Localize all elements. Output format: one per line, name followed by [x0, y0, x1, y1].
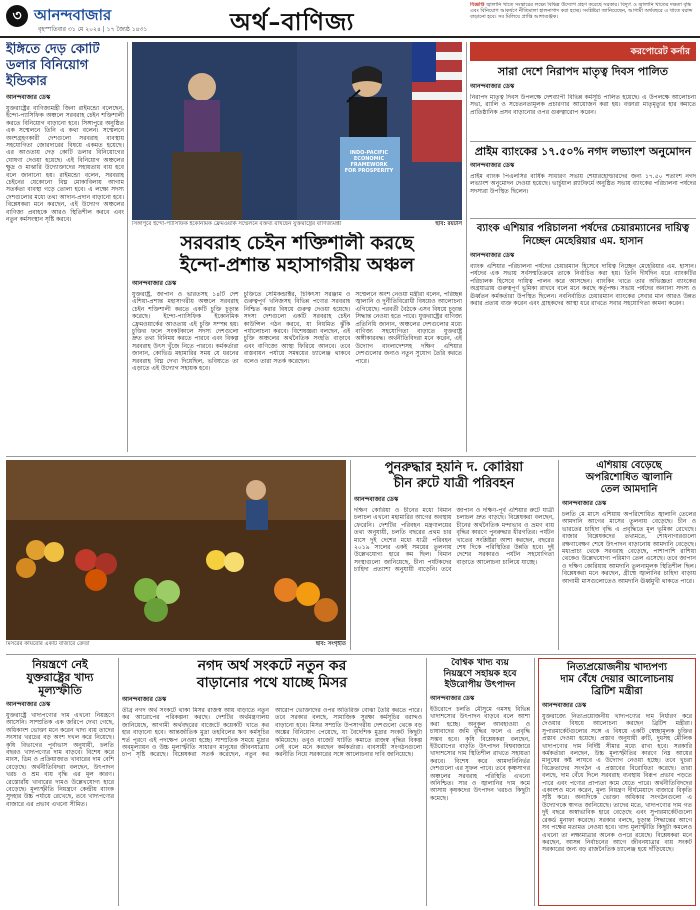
- corp-item3-headline: ব্যাংক এশিয়ার পরিচালনা পর্ষদের চেয়ারম্যানের দায়িত্ব নিচ্ছেন মেহেরিয়ার এম. হাসান: [476, 223, 690, 247]
- market-photo-credit: ছবি: সংগৃহীত: [315, 641, 346, 647]
- corp-item3-byline: আনন্দবাজার ডেস্ক: [470, 252, 515, 259]
- corp-item3-body: ব্যাংক এশিয়ার পরিচালনা পর্ষদের চেয়ারম্যান হিসেবে দায়িত্ব নিচ্ছেন মেহেরিয়ার এম. হাসান। পর্ষদের এক সভায় সর্বসম্মতিক্রমে তাকে নির্বাচিত করা হয়। তিনি দীর্ঘদিন ধরে ব্যাংকটির পরিচালক হিসেবে দায়িত্ব পালন করে আসছেন। ব্যাংকিং খাতে তার অভিজ্ঞতা ব্যাংকের অগ্রযাত্রায় গুরুত্বপূর্ণ ভূমিকা রাখবে বলে মনে করছে কর্তৃপক্ষ। সভায় পর্ষদের অন্যান্য সদস্য ও ঊর্ধ্বতন কর্মকর্তারা উপস্থিত ছিলেন। নবনির্বাচিত চেয়ারম্যান ব্যাংকের সেবার মান আরও উন্নত করার প্রত্যয় ব্যক্ত করেন এবং গ্রাহকদের আস্থা ধরে রাখতে সবার সহযোগিতা কামনা করেন।: [470, 263, 696, 308]
- headline-line2: দাম বেঁধে দেয়ার আলোচনায়: [560, 674, 674, 685]
- article-body: যুক্তরাষ্ট্রের বাণিজ্যমন্ত্রী জিনা রাইমন্ডো বলেছেন, ইন্দো-প্যাসিফিক অঞ্চলে সরবরাহ চেইন শক্তিশালী করতে বিনিয়োগ বাড়ানো হবে। সিঙ্গাপুরে অনুষ্ঠিত এক সম্মেলনে তিনি এ কথা বলেন। সম্মেলনে অংশগ্রহণকারী দেশগুলো সরবরাহ ব্যবস্থায় সহযোগিতা জোরদারের বিষয়ে একমত হয়েছে। এর আওতায় দেড় কোটি ডলার বিনিয়োগের ঘোষণা দেওয়া হয়েছে। এই বিনিয়োগ অঞ্চলের ক্ষুদ্র ও মাঝারি উদ্যোক্তাদের সহায়তায় ব্যয় হবে বলে জানানো হয়। রাইমন্ডো বলেন, সরবরাহ চেইনের যেকোনো বিঘ্ন মোকাবিলায় আগাম সতর্কতা ব্যবস্থা গড়ে তোলা হবে। এ লক্ষ্যে সদস্য দেশগুলোর মধ্যে তথ্য আদান-প্রদান বাড়ানো হবে। বিশ্লেষকরা মনে করছেন, এই উদ্যোগ অঞ্চলের বাণিজ্য প্রবাহকে আরও স্থিতিশীল করবে এবং নতুন কর্মসংস্থান সৃষ্টি করবে।: [6, 105, 124, 224]
- byline: আনন্দবাজার ডেস্ক: [122, 696, 167, 703]
- article-us-invest: [6, 42, 124, 452]
- headline-line1: নিয়ন্ত্রণে নেই: [32, 658, 88, 671]
- page-header: [0, 0, 700, 38]
- article-body: যুক্তরাজ্যে নিত্যপ্রয়োজনীয় খাদ্যপণ্যের দাম নির্ধারণ করে দেওয়ার বিষয়ে আলোচনা করছেন ব্রিটিশ মন্ত্রীরা। সুপারমার্কেটগুলোর সঙ্গে এ বিষয়ে একটি স্বেচ্ছামূলক চুক্তির প্রস্তাব দেওয়া হয়েছে। প্রস্তাব অনুযায়ী রুটি, দুধসহ মৌলিক খাদ্যপণ্যের দাম নির্দিষ্ট সীমার মধ্যে রাখা হবে। সরকারি কর্মকর্তারা বলছেন, উচ্চ মূল্যস্ফীতির কারণে নিম্ন আয়ের মানুষের কষ্ট লাঘবে এ উদ্যোগ নেওয়া হচ্ছে। তবে খুচরা বিক্রেতাদের সংগঠন এ প্রস্তাবের বিরোধিতা করেছে। তারা বলছে, দাম বেঁধে দিলে সরবরাহ ব্যবস্থায় বিরূপ প্রভাব পড়তে পারে এবং পণ্যের প্রাপ্যতা কমে যেতে পারে। অর্থনীতিবিদদের একাংশও মনে করেন, মূল্য নিয়ন্ত্রণ দীর্ঘমেয়াদে বাজারে বিকৃতি সৃষ্টি করে। অন্যদিকে ভোক্তা অধিকার সংগঠনগুলো এ উদ্যোগকে স্বাগত জানিয়েছে। তাদের মতে, খাদ্যপণ্যের দাম গত দুই বছরে অস্বাভাবিক হারে বেড়েছে এবং সুপারমার্কেটগুলো রেকর্ড মুনাফা করেছে। সরকার বলছে, চূড়ান্ত সিদ্ধান্তের আগে সব পক্ষের মতামত নেওয়া হবে। খাদ্য মূল্যস্ফীতি কিছুটা কমলেও এখনো তা লক্ষ্যমাত্রার অনেক ওপরে রয়েছে। বিশ্লেষকরা মনে করছেন, আসন্ন নির্বাচনের আগে জীবনযাত্রার ব্যয় সংকট সরকারের জন্য বড় রাজনৈতিক চ্যালেঞ্জ হয়ে দাঁড়িয়েছে।: [542, 713, 692, 854]
- headline-line2: নিয়ন্ত্রণে সহায়ক হবে: [443, 669, 517, 679]
- byline: আনন্দবাজার ডেস্ক: [132, 280, 177, 287]
- market-photo-caption: মিসরের কায়রোর একটি বাজারে ক্রেতা: [6, 641, 90, 647]
- headline: ইঙ্গিতে দেড় কোটি ডলার বিনিয়োগ ইন্ডিকার: [6, 42, 100, 89]
- headline-line3: ইউরোপীয় উৎপাদন: [444, 680, 516, 690]
- headline-line1: সরবরাহ চেইন শক্তিশালী করছে: [180, 232, 414, 254]
- article-korea: [354, 460, 554, 650]
- byline: আনন্দবাজার ডেস্ক: [562, 500, 607, 507]
- corp-item2-headline: প্রাইম ব্যাংকের ১৭.৫০% নগদ লভ্যাংশ অনুমোদন: [474, 145, 692, 158]
- headline-line3: ব্রিটিশ মন্ত্রীরা: [591, 686, 643, 697]
- article-body: চলতি মে মাসে এশিয়ায় অপরিশোধিত জ্বালানি তেলের আমদানি আগের মাসের তুলনায় বেড়েছে। চীন ও ভারতের চাহিদা বৃদ্ধি এ প্রবৃদ্ধিতে মূল ভূমিকা রেখেছে। বাজার বিশ্লেষকদের তথ্যমতে, শোধনাগারগুলো রক্ষণাবেক্ষণ শেষে উৎপাদন বাড়ানোয় আমদানি বেড়েছে। মধ্যপ্রাচ্য থেকে সরবরাহ বেড়েছে, পাশাপাশি রাশিয়া থেকেও উল্লেখযোগ্য পরিমাণ তেল এসেছে। তবে জাপান ও দক্ষিণ কোরিয়ায় আমদানি তুলনামূলক স্থিতিশীল ছিল। বিশ্লেষকরা মনে করছেন, গ্রীষ্মে জ্বালানির চাহিদা বাড়ায় আগামী মাসগুলোতেও আমদানি ঊর্ধ্বমুখী থাকতে পারে।: [562, 511, 696, 585]
- market-illustration: [6, 460, 346, 640]
- corp-item1-body: নিরাপদ মাতৃত্ব দিবস উপলক্ষে দেশব্যাপী বিভিন্ন কর্মসূচি পালিত হয়েছে। এ উপলক্ষে আলোচনা সভা, র‍্যালি ও সচেতনতামূলক প্রচারণার আয়োজন করা হয়। বক্তারা মাতৃমৃত্যুর হার কমাতে প্রাতিষ্ঠানিক প্রসব বাড়ানোর ওপর গুরুত্বারোপ করেন।: [470, 94, 696, 116]
- article-supply-chain: [132, 232, 462, 454]
- headline-line2: বাড়ানোর পথে যাচ্ছে মিসর: [196, 675, 348, 691]
- article-body: দক্ষিণ কোরিয়া ও চীনের মধ্যে বিমান চলাচল এখনো মহামারির আগের অবস্থায় ফেরেনি। দেশটির পরিবহন মন্ত্রণালয়ের তথ্য অনুযায়ী, চলতি বছরের প্রথম চার মাসে দুই দেশের মধ্যে যাত্রী পরিবহন ২০১৯ সালের একই সময়ের তুলনায় উল্লেখযোগ্য হারে কম ছিল। বিমান সংস্থাগুলো জানিয়েছে, চীনা পর্যটকদের চাহিদা প্রত্যাশা অনুযায়ী বাড়েনি। তবে জাপান ও দক্ষিণ-পূর্ব এশিয়ার রুটে যাত্রী চলাচল দ্রুত বাড়ছে। বিশ্লেষকরা বলছেন, চীনের অর্থনৈতিক মন্দাভাব ও ভ্রমণ ব্যয় বৃদ্ধির কারণে পুনরুদ্ধার ধীরগতির। পর্যটন খাতের সংশ্লিষ্টরা আশা করছেন, বছরের শেষ দিকে পরিস্থিতির উন্নতি হবে। দুই দেশের সরকারও পর্যটন সহযোগিতা বাড়াতে আলোচনা চালিয়ে যাচ্ছে।: [354, 507, 554, 574]
- headline-line1: নিত্যপ্রয়োজনীয় খাদ্যপণ্য: [566, 662, 667, 673]
- article-body-col1: যুক্তরাষ্ট্র, জাপান ও ভারতসহ ১৪টি দেশ এশিয়া-প্রশান্ত মহাসাগরীয় অঞ্চলে সরবরাহ চেইন শক্তিশালী করতে একটি চুক্তি চূড়ান্ত করেছে। ইন্দো-প্যাসিফিক ইকোনমিক ফ্রেমওয়ার্কের আওতায় এই চুক্তি সম্পন্ন হয়। চুক্তির ফলে সংকটকালে সদস্য দেশগুলো দ্রুত তথ্য বিনিময় করতে পারবে এবং বিকল্প সরবরাহ উৎস খুঁজে নিতে পারবে। কর্মকর্তারা জানান, কোভিড মহামারির সময় যে ধরনের সরবরাহ বিঘ্ন দেখা দিয়েছিল, ভবিষ্যতে তা এড়াতে এই উদ্যোগ সহায়ক হবে।: [132, 291, 239, 373]
- corp-item2-byline: আনন্দবাজার ডেস্ক: [470, 162, 515, 169]
- top-note-text: জ্বালানি খাতে সংস্কারের লক্ষ্যে বিভিন্ন উদ্যোগ গ্রহণ করেছে সরকার। বিদ্যুৎ ও জ্বালানি খাতের দক্ষতা বৃদ্ধি এবং বিনিয়োগ আকর্ষণে নীতিমালা হালনাগাদ করা হচ্ছে। সংশ্লিষ্টরা জানিয়েছেন, আগামী অর্থবছরে এ খাতে বরাদ্দ বাড়ানো হবে। সব মিলিয়ে প্রাপ্তি আশাব্যঞ্জক।: [470, 2, 693, 20]
- article-us-food: [6, 658, 114, 906]
- headline-line1: এশিয়ায় বেড়েছে: [596, 460, 662, 471]
- corp-item1-byline: আনন্দবাজার ডেস্ক: [470, 83, 515, 90]
- corporate-corner: [470, 42, 696, 452]
- corp-item1-headline: সারা দেশে নিরাপদ মাতৃত্ব দিবস পালিত: [497, 65, 669, 78]
- headline-line3: তেল আমদানি: [600, 484, 658, 495]
- headline-line1: পুনরুদ্ধার হয়নি দ. কোরিয়া: [384, 460, 524, 475]
- article-egypt: [122, 658, 422, 906]
- byline: আনন্দবাজার ডেস্ক: [6, 94, 51, 101]
- photo-illustration: [132, 42, 462, 220]
- main-photo-caption: সিঙ্গাপুরে ইন্দো-প্যাসিফিক ইকোনমিক ফ্রেমওয়ার্ক সম্মেলনে বক্তব্য রাখছেন যুক্তরাষ্ট্রের বাণিজ্যমন্ত্রী: [132, 221, 342, 227]
- article-body-col2: চুক্তিতে সেমিকন্ডাক্টর, চিকিৎসা সরঞ্জাম ও গুরুত্বপূর্ণ খনিজসহ বিভিন্ন পণ্যের সরবরাহ নিশ্চিত করার বিষয়ে গুরুত্ব দেওয়া হয়েছে। সদস্য দেশগুলো একটি সরবরাহ চেইন কাউন্সিল গঠন করবে, যা নিয়মিত ঝুঁকি পর্যালোচনা করবে। বিশেষজ্ঞরা বলছেন, এই চুক্তি অঞ্চলের অর্থনৈতিক সংহতি বাড়াবে এবং বাণিজ্যে আস্থা ফিরিয়ে আনবে। তবে বাস্তবায়ন পর্যায়ে সমন্বয়ের চ্যালেঞ্জ থাকবে বলেও তারা সতর্ক করেছেন।: [243, 291, 351, 365]
- page-number: ৩: [6, 5, 28, 27]
- newspaper-logo: আনন্দবাজার: [34, 6, 112, 24]
- headline-line2: চীন রুটে যাত্রী পরিবহন: [393, 476, 515, 491]
- corp-item2-body: প্রাইম ব্যাংক পিএলসির বার্ষিক সাধারণ সভায় শেয়ারহোল্ডারদের জন্য ১৭.৫০ শতাংশ নগদ লভ্যাংশ অনুমোদন দেওয়া হয়েছে। ভার্চুয়াল প্ল্যাটফর্মে অনুষ্ঠিত সভায় ব্যাংকের পরিচালনা পর্ষদের সদস্যরা উপস্থিত ছিলেন।: [470, 173, 696, 195]
- headline-line1: নগদ অর্থ সংকটে নতুন কর: [197, 658, 347, 674]
- photo-sign-text: INDO-PACIFIC ECONOMIC FRAMEWORK FOR PROSPERITY: [344, 150, 394, 174]
- headline-line2: যুক্তরাষ্ট্রের খাদ্য মূল্যস্ফীতি: [26, 671, 94, 697]
- section-title: অর্থ–বাণিজ্য: [230, 7, 355, 36]
- headline-line1: বৈশ্বিক খাদ্য ব্যয়: [451, 658, 509, 668]
- article-body-col3: সম্মেলনে অংশ নেওয়া মন্ত্রীরা বলেন, পরিচ্ছন্ন জ্বালানি ও দুর্নীতিবিরোধী বিষয়েও আলোচনা এগিয়েছে। পরবর্তী বৈঠকে এসব বিষয়ে চূড়ান্ত সিদ্ধান্ত নেওয়া হতে পারে। যুক্তরাষ্ট্রের বাণিজ্য প্রতিনিধি জানান, অঞ্চলের দেশগুলোর মধ্যে বাণিজ্য সহযোগিতা বাড়াতে যুক্তরাষ্ট্র অঙ্গীকারবদ্ধ। অর্থনীতিবিদরা মনে করেন, এই উদ্যোগ বাংলাদেশসহ দক্ষিণ এশিয়ার দেশগুলোর জন্যও নতুন সুযোগ তৈরি করতে পারে।: [355, 291, 462, 365]
- byline: আনন্দবাজার ডেস্ক: [542, 702, 587, 709]
- article-body: যুক্তরাষ্ট্রে খাদ্যপণ্যের দাম এখনো নিয়ন্ত্রণে আসেনি। সাম্প্রতিক এক জরিপে দেখা গেছে, অধিকাংশ ভোক্তা মনে করেন খাদ্য ব্যয় তাদের সংসার খরচের বড় অংশ দখল করে নিয়েছে। কৃষি বিভাগের পূর্বাভাস অনুযায়ী, চলতি বছরও খাদ্যপণ্যের দাম বাড়বে। বিশেষ করে মাংস, ডিম ও প্রক্রিয়াজাত খাবারের দাম বেশি বেড়েছে। অর্থনীতিবিদরা বলছেন, উৎপাদন খরচ ও শ্রম ব্যয় বৃদ্ধি এর মূল কারণ। রেস্তোরাঁয় খাবারের দামও উল্লেখযোগ্য হারে বেড়েছে। মূল্যস্ফীতি নিয়ন্ত্রণে কেন্দ্রীয় ব্যাংক সুদহার উচ্চ পর্যায়ে রেখেছে, তবে খাদ্যপণ্যের বাজারে এর প্রভাব এখনো সীমিত।: [6, 712, 114, 808]
- article-eu: [430, 658, 530, 906]
- headline-line2: ইন্দো-প্রশান্ত মহাসাগরীয় অঞ্চল: [179, 254, 415, 276]
- headline-line2: অপরিশোধিত জ্বালানি: [585, 472, 673, 483]
- main-photo: [132, 42, 462, 220]
- top-note-label: বিজ্ঞপ্তি: [470, 2, 485, 8]
- article-body: তীব্র নগদ অর্থ সংকটে থাকা মিসর রাজস্ব আয় বাড়াতে নতুন কর আরোপের পরিকল্পনা করছে। দেশটির অর্থমন্ত্রণালয় জানিয়েছে, আগামী অর্থবছরের বাজেটে কয়েকটি খাতে কর হার বাড়ানো হবে। আন্তর্জাতিক মুদ্রা তহবিলের ঋণ কর্মসূচির শর্ত পূরণে এই পদক্ষেপ নেওয়া হচ্ছে। সাম্প্রতিক সময়ে মুদ্রার অবমূল্যায়ন ও উচ্চ মূল্যস্ফীতি সাধারণ মানুষের জীবনযাত্রায় চাপ সৃষ্টি করেছে। বিশ্লেষকরা সতর্ক করেছেন, নতুন কর আরোপ ভোক্তাদের ওপর অতিরিক্ত বোঝা তৈরি করতে পারে। তবে সরকার বলছে, সামাজিক সুরক্ষা কর্মসূচির বরাদ্দও বাড়ানো হবে। মিসর সম্প্রতি উপসাগরীয় দেশগুলো থেকে বড় অঙ্কের বিনিয়োগ পেয়েছে, যা বৈদেশিক মুদ্রার সংকট কিছুটা কমিয়েছে। তবুও বাজেট ঘাটতি কমাতে রাজস্ব বৃদ্ধির বিকল্প নেই বলে মনে করছেন কর্মকর্তারা। ব্যবসায়ী সংগঠনগুলো করনীতি নিয়ে সরকারের সঙ্গে আলোচনার দাবি জানিয়েছে।: [122, 707, 422, 759]
- article-asia-oil: [562, 460, 696, 650]
- article-body: ইউরোপে চলতি মৌসুমে গমসহ বিভিন্ন খাদ্যশস্যের উৎপাদন বাড়বে বলে আশা করা হচ্ছে। অনুকূল আবহাওয়া ও চাষাবাদের জমি বৃদ্ধির ফলে এ প্রবৃদ্ধি সম্ভব হবে। কৃষি বিশ্লেষকরা বলছেন, ইউরোপের বাড়তি উৎপাদন বিশ্ববাজারে খাদ্যশস্যের দাম স্থিতিশীল রাখতে সহায়তা করবে। বিশেষ করে আমদানিনির্ভর দেশগুলো এর সুফল পাবে। তবে কৃষ্ণসাগর অঞ্চলের সরবরাহ পরিস্থিতি এখনো অনিশ্চিত। সার ও জ্বালানির দাম কমে আসায় কৃষকদের উৎপাদন খরচও কিছুটা কমেছে।: [430, 706, 530, 802]
- top-note: [470, 2, 696, 34]
- byline: আনন্দবাজার ডেস্ক: [6, 701, 51, 708]
- corporate-corner-label: করপোরেট কর্নার: [470, 42, 696, 61]
- byline: আনন্দবাজার ডেস্ক: [430, 695, 475, 702]
- main-photo-credit: ছবি: রয়টার্স: [435, 221, 462, 227]
- date-line: বৃহস্পতিবার ৩১ মে ২০২৪ | ১৭ জ্যৈষ্ঠ ১৪৩১: [38, 26, 148, 33]
- byline: আনন্দবাজার ডেস্ক: [354, 496, 399, 503]
- article-uk: [538, 658, 696, 906]
- market-photo: [6, 460, 346, 640]
